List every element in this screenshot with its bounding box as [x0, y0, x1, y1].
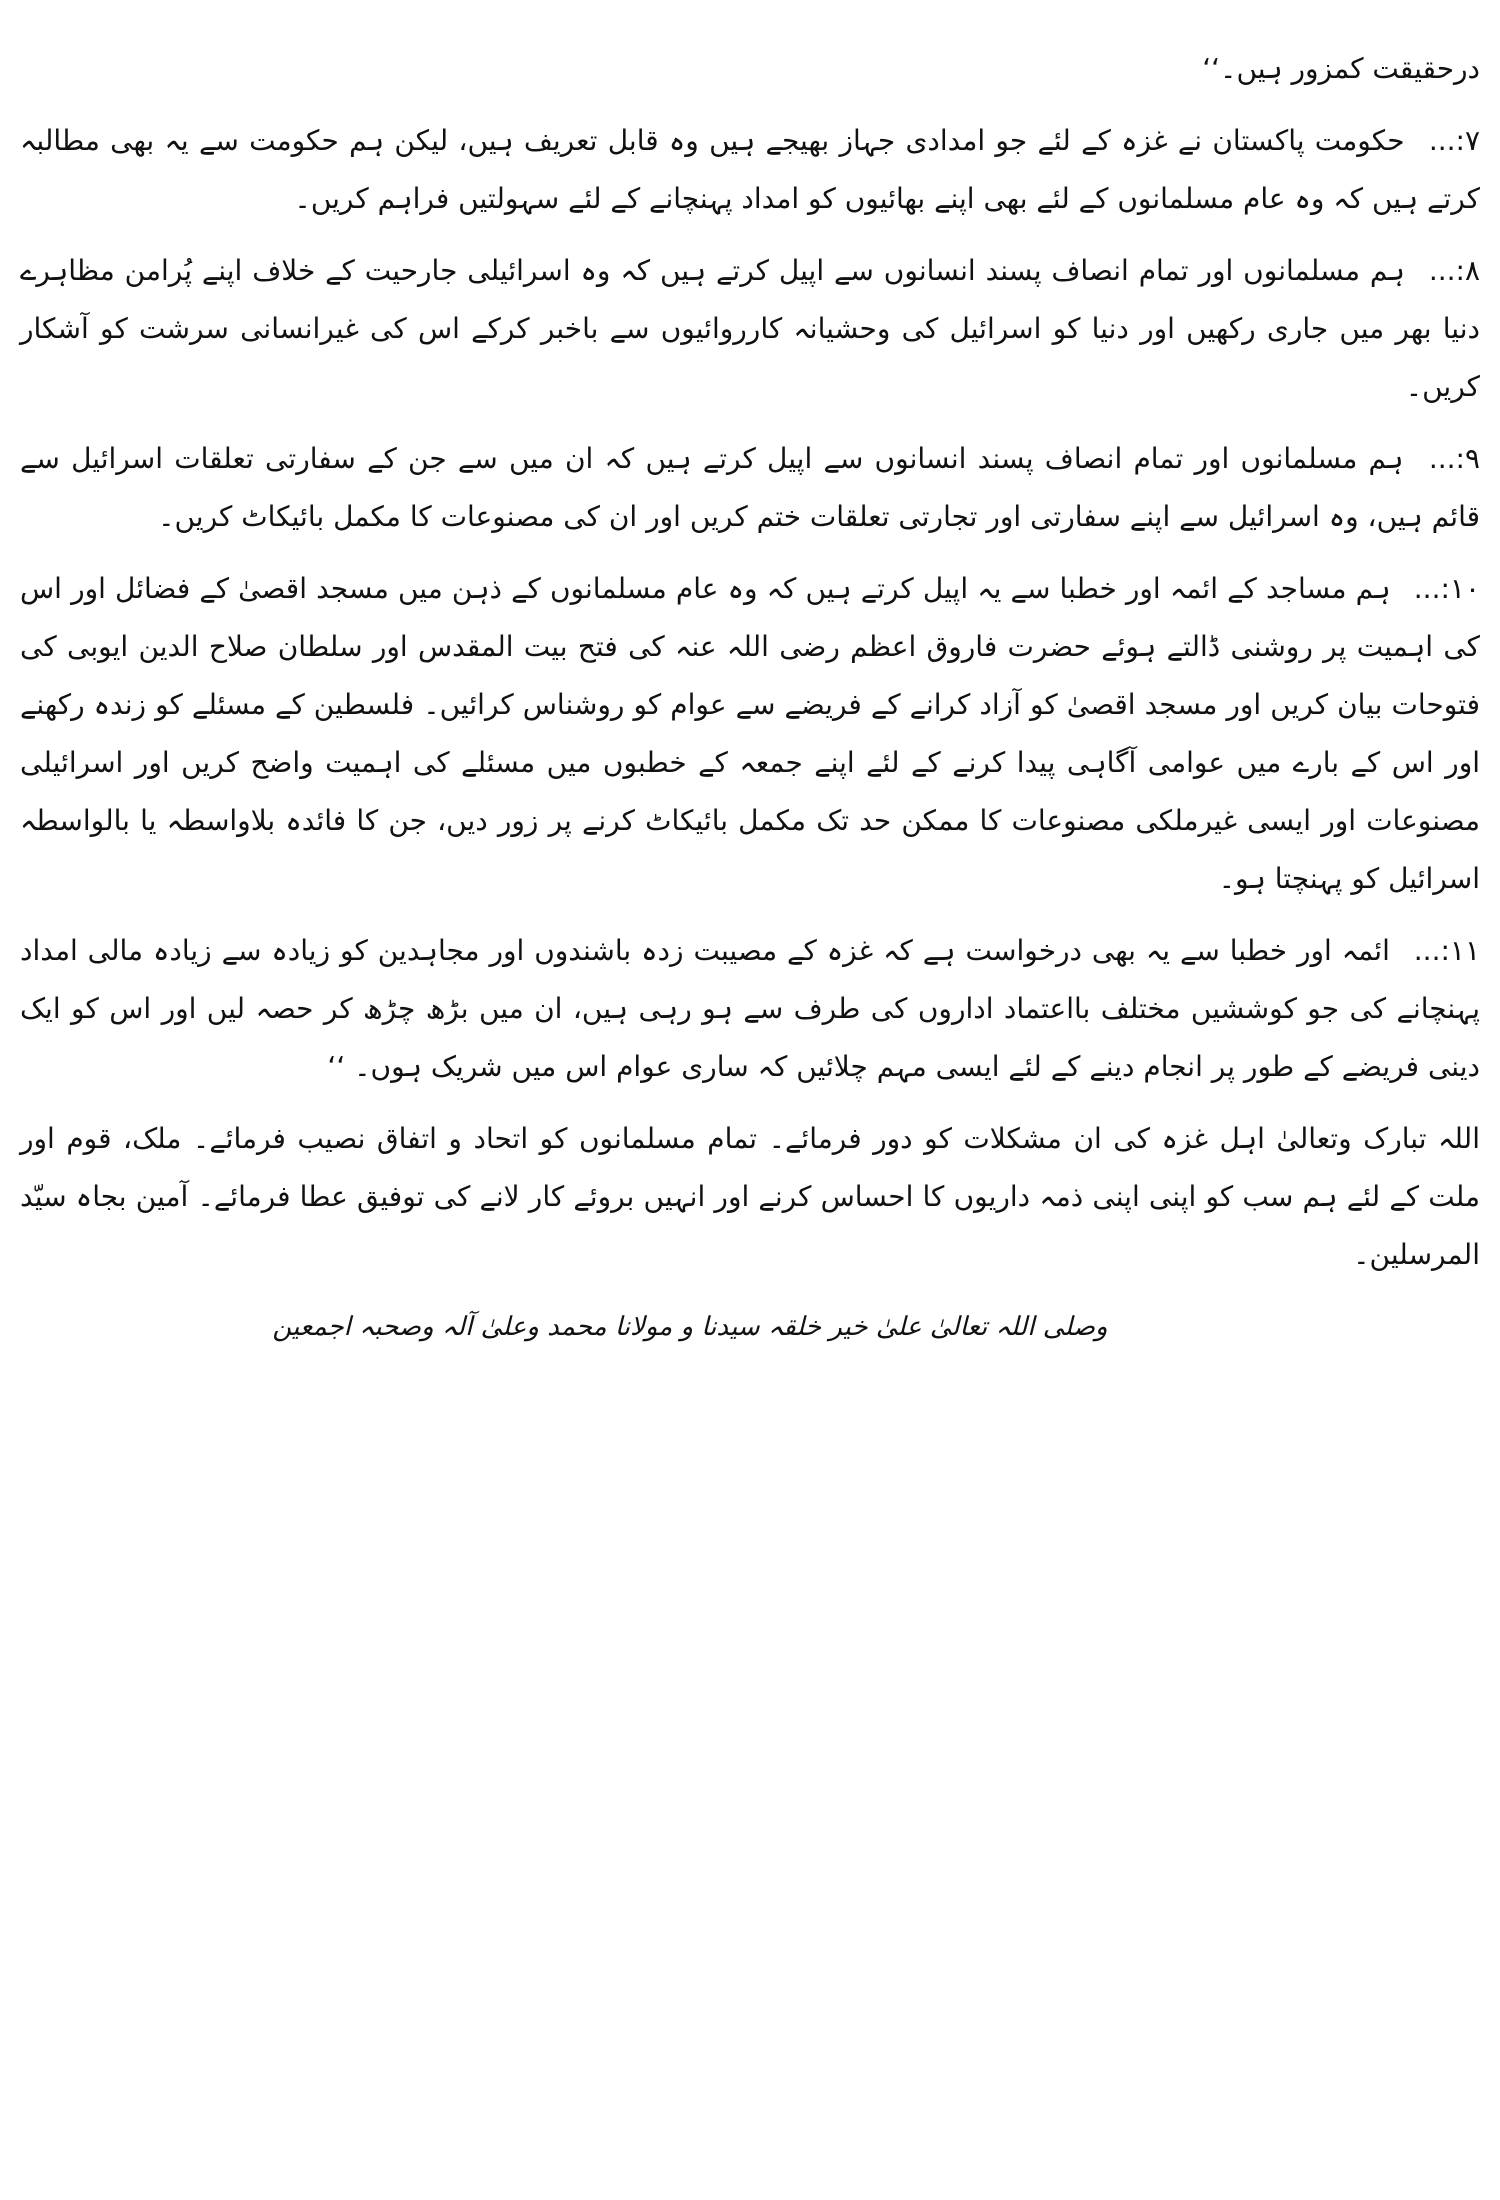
- item-text: حکومت پاکستان نے غزہ کے لئے جو امدادی جہاز بھیجے ہیں وہ قابل تعریف ہیں، لیکن ہم حکومت سے یہ بھی مطالبہ کرتے ہیں کہ وہ عام مسلمانوں کے لئے بھی اپنے بھائیوں کو امداد پہنچانے کے لئے سہولتیں فراہم کریں۔: [20, 124, 1480, 215]
- salutation: [20, 1298, 1480, 1356]
- closing-prayer-text: اللہ تبارک وتعالیٰ اہل غزہ کی ان مشکلات کو دور فرمائے۔ تمام مسلمانوں کو اتحاد و اتفاق نصیب فرمائے۔ ملک، قوم اور ملت کے لئے ہم سب کو اپنی اپنی ذمہ داریوں کا احساس کرنے اور انہیں بروئے کار لانے کی توفیق عطا فرمائے۔ آمین بجاہ سیّد المرسلین۔: [20, 1122, 1480, 1271]
- item-text: ہم مسلمانوں اور تمام انصاف پسند انسانوں سے اپیل کرتے ہیں کہ ان میں سے جن کے سفارتی تعلقات اسرائیل سے قائم ہیں، وہ اسرائیل سے اپنے سفارتی اور تجارتی تعلقات ختم کریں اور ان کی مصنوعات کا مکمل بائیکاٹ کریں۔: [20, 442, 1480, 533]
- list-item-10: [20, 560, 1480, 908]
- salutation-text: وصلی اللہ تعالیٰ علیٰ خیر خلقہ سیدنا و مولانا محمد وعلیٰ آلہ وصحبہ اجمعین: [272, 1312, 1108, 1342]
- opening-fragment-text: درحقیقت کمزور ہیں۔‘‘: [1202, 52, 1480, 85]
- opening-fragment: [20, 40, 1480, 98]
- document-page: [20, 40, 1480, 1356]
- item-text: ہم مساجد کے ائمہ اور خطبا سے یہ اپیل کرتے ہیں کہ وہ عام مسلمانوں کے ذہن میں مسجد اقصیٰ کے فضائل اور اس کی اہمیت پر روشنی ڈالتے ہوئے حضرت فاروق اعظم رضی اللہ عنہ کی فتح بیت المقدس اور سلطان صلاح الدین ایوبی کی فتوحات بیان کریں اور مسجد اقصیٰ کو آزاد کرانے کے فریضے سے عوام کو روشناس کرائیں۔ فلسطین کے مسئلے کو زندہ رکھنے اور اس کے بارے میں عوامی آگاہی پیدا کرنے کے لئے اپنے جمعہ کے خطبوں میں مسئلے کی اہمیت واضح کریں اور اسرائیلی مصنوعات اور ایسی غیرملکی مصنوعات کا ممکن حد تک مکمل بائیکاٹ کرنے پر زور دیں، جن کا فائدہ بلاواسطہ یا بالواسطہ اسرائیل کو پہنچتا ہو۔: [20, 572, 1480, 895]
- closing-quote: ‘‘: [327, 1050, 346, 1083]
- item-text: ہم مسلمانوں اور تمام انصاف پسند انسانوں سے اپیل کرتے ہیں کہ وہ اسرائیلی جارحیت کے خلاف اپنے پُرامن مظاہرے دنیا بھر میں جاری رکھیں اور دنیا کو اسرائیل کی وحشیانہ کارروائیوں سے باخبر کرکے اس کی غیرانسانی سرشت کو آشکار کریں۔: [20, 254, 1480, 403]
- list-item-8: [20, 242, 1480, 416]
- list-item-7: [20, 112, 1480, 228]
- item-number: ۱۰:...: [1413, 572, 1480, 605]
- item-number: ۷:...: [1428, 124, 1481, 157]
- item-number: ۱۱:...: [1413, 934, 1480, 967]
- item-number: ۹:...: [1428, 442, 1480, 475]
- item-number: ۸:...: [1428, 254, 1480, 287]
- list-item-11: [20, 922, 1480, 1096]
- closing-prayer: [20, 1110, 1480, 1284]
- item-text: ائمہ اور خطبا سے یہ بھی درخواست ہے کہ غزہ کے مصیبت زدہ باشندوں اور مجاہدین کو زیادہ سے زیادہ مالی امداد پہنچانے کی جو کوششیں مختلف بااعتماد اداروں کی طرف سے ہو رہی ہیں، ان میں بڑھ چڑھ کر حصہ لیں اور اس کو ایک دینی فریضے کے طور پر انجام دینے کے لئے ایسی مہم چلائیں کہ ساری عوام اس میں شریک ہوں۔: [20, 934, 1480, 1083]
- list-item-9: [20, 430, 1480, 546]
